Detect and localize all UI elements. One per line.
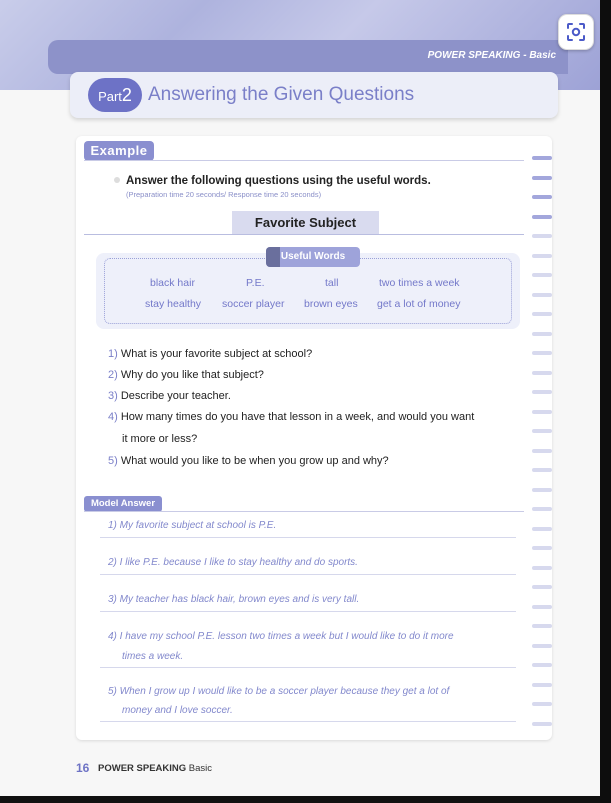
binder-ring — [532, 507, 552, 511]
useful-word: P.E. — [246, 277, 265, 289]
question-continuation — [122, 433, 197, 445]
binder-ring — [532, 273, 552, 277]
instruction: Answer the following questions using the useful words. — [126, 175, 431, 187]
question-item — [108, 369, 264, 381]
page-number: 16 — [76, 761, 90, 775]
footer-level: Basic — [188, 763, 213, 774]
binder-ring — [532, 449, 552, 453]
page-edge — [600, 0, 611, 803]
question-text: Describe your teacher. — [120, 390, 231, 402]
model-answer-continuation: times a week. — [122, 651, 184, 662]
footer-book-name: POWER SPEAKING — [98, 763, 187, 774]
part-number: 2 — [121, 85, 132, 105]
question-number: 1) — [108, 348, 118, 360]
model-answer: 4) I have my school P.E. lesson two times a week but I would like to do it more — [108, 631, 454, 642]
binder-ring — [532, 527, 552, 531]
model-answer: 3) My teacher has black hair, brown eyes and is very tall. — [108, 594, 360, 605]
question-text: What would you like to be when you grow up and why? — [120, 455, 389, 467]
binder-ring — [532, 566, 552, 570]
answer-rule — [100, 537, 516, 538]
question-text: What is your favorite subject at school? — [120, 348, 313, 360]
question-text: it more or less? — [122, 433, 198, 445]
model-answer: 5) When I grow up I would like to be a soccer player because they get a lot of — [108, 686, 450, 697]
bullet-icon — [114, 177, 120, 183]
model-answer-divider — [84, 511, 524, 512]
binder-ring — [532, 293, 552, 297]
answer-rule — [100, 611, 516, 612]
binder-ring — [532, 468, 552, 472]
binder-ring — [532, 156, 552, 160]
question-number: 4) — [108, 411, 118, 423]
question-item — [108, 348, 312, 360]
binder-ring — [532, 488, 552, 492]
binder-ring — [532, 234, 552, 238]
question-number: 5) — [108, 455, 118, 467]
model-answer-tab: Model Answer — [84, 496, 162, 512]
binder-ring — [532, 215, 552, 219]
model-answer: 2) I like P.E. because I like to stay healthy and do sports. — [108, 557, 358, 568]
binder-ring — [532, 371, 552, 375]
binder-ring — [532, 195, 552, 199]
useful-word: tall — [325, 277, 339, 289]
binder-ring — [532, 332, 552, 336]
binder-ring — [532, 585, 552, 589]
binder-ring — [532, 546, 552, 550]
binder-ring — [532, 722, 552, 726]
question-text: How many times do you have that lesson in a week, and would you want — [120, 411, 475, 423]
binder-ring — [532, 176, 552, 180]
binder-ring — [532, 663, 552, 667]
question-number: 3) — [108, 390, 118, 402]
example-tab: Example — [84, 141, 154, 161]
useful-word: two times a week — [379, 277, 460, 289]
model-answer: 1) My favorite subject at school is P.E. — [108, 520, 277, 531]
useful-words-label: Useful Words — [266, 247, 360, 267]
question-number: 2) — [108, 369, 118, 381]
useful-word: black hair — [150, 277, 195, 289]
topic-title: Favorite Subject — [232, 211, 379, 234]
footer-book-title — [98, 763, 212, 774]
book-header-title: POWER SPEAKING - Basic — [427, 50, 556, 61]
question-text: Why do you like that subject? — [120, 369, 264, 381]
part-badge — [88, 78, 142, 112]
binder-ring — [532, 410, 552, 414]
scan-icon — [559, 15, 593, 49]
timing-note: (Preparation time 20 seconds/ Response time 20 seconds) — [126, 190, 322, 199]
binder-ring — [532, 644, 552, 648]
useful-word: stay healthy — [145, 298, 202, 310]
useful-words-border — [104, 258, 512, 324]
part-title: Answering the Given Questions — [148, 84, 415, 105]
scan-button[interactable] — [558, 14, 594, 50]
binder-ring — [532, 624, 552, 628]
binder-ring — [532, 702, 552, 706]
binder-ring — [532, 390, 552, 394]
binder-ring — [532, 254, 552, 258]
question-item — [108, 390, 231, 402]
useful-word: soccer player — [222, 298, 285, 310]
binder-ring — [532, 312, 552, 316]
binder-ring — [532, 683, 552, 687]
answer-rule — [100, 667, 516, 668]
example-divider — [84, 160, 524, 161]
answer-rule — [100, 574, 516, 575]
binder-ring — [532, 351, 552, 355]
binder-ring — [532, 429, 552, 433]
topic-divider — [84, 234, 524, 235]
answer-rule — [100, 721, 516, 722]
part-label: Part — [98, 89, 122, 104]
useful-word: get a lot of money — [377, 298, 461, 310]
question-item — [108, 411, 474, 423]
binder-ring — [532, 605, 552, 609]
useful-word: brown eyes — [304, 298, 358, 310]
model-answer-continuation: money and I love soccer. — [122, 705, 233, 716]
question-item — [108, 455, 389, 467]
